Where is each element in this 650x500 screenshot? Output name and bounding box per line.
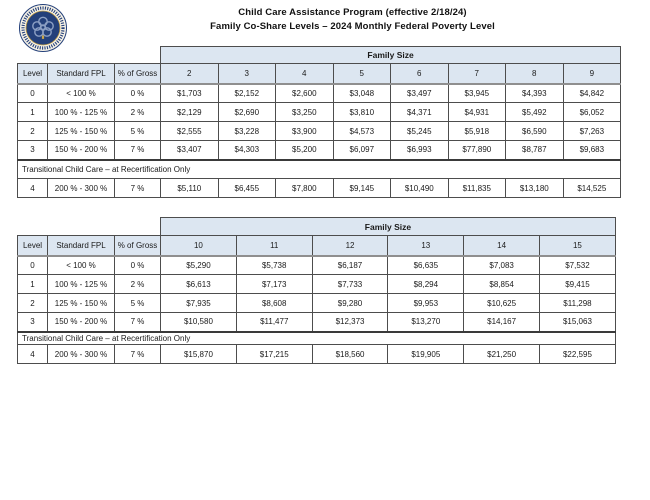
table-cell: $4,573	[333, 122, 391, 141]
column-header-row	[18, 64, 621, 84]
transitional-care-row	[18, 332, 616, 345]
table-cell: 0	[18, 256, 48, 275]
table-cell: 100 % - 125 %	[48, 103, 115, 122]
table-cell: 2	[18, 294, 48, 313]
table-body	[18, 218, 616, 364]
table-cell: 0 %	[115, 256, 161, 275]
table-cell: 0 %	[115, 84, 161, 103]
table-cell: 2	[18, 122, 48, 141]
table-cell: $5,290	[161, 256, 237, 275]
table-cell: 4	[18, 179, 48, 198]
table-cell: 2 %	[115, 103, 161, 122]
table-cell: $10,580	[161, 313, 237, 332]
table-cell: $9,683	[563, 141, 621, 160]
transitional-care-row	[18, 160, 621, 179]
table-cell: 150 % - 200 %	[48, 141, 115, 160]
table-cell: $6,993	[391, 141, 449, 160]
table-cell: $13,180	[506, 179, 564, 198]
table-cell: $14,525	[563, 179, 621, 198]
table-cell: $5,245	[391, 122, 449, 141]
table-cell: 7 %	[115, 345, 161, 364]
column-header: 2	[161, 64, 219, 84]
table-cell: $5,738	[236, 256, 312, 275]
table-cell: 100 % - 125 %	[48, 275, 115, 294]
family-size-header: Family Size	[161, 47, 621, 64]
table-cell: $7,935	[161, 294, 237, 313]
table-cell: $6,590	[506, 122, 564, 141]
table-cell: $19,905	[388, 345, 464, 364]
column-header: 12	[312, 236, 388, 256]
column-header: % of Gross	[115, 64, 161, 84]
table-cell: $11,477	[236, 313, 312, 332]
table-row	[18, 103, 621, 122]
column-header: Standard FPL	[48, 236, 115, 256]
column-header: 11	[236, 236, 312, 256]
table-cell: 125 % - 150 %	[48, 122, 115, 141]
table-cell: $3,497	[391, 84, 449, 103]
co-share-table-family-2-9	[17, 46, 621, 198]
column-header: 3	[218, 64, 276, 84]
table-cell: 0	[18, 84, 48, 103]
column-header-row	[18, 236, 616, 256]
table-cell: < 100 %	[48, 84, 115, 103]
column-header: 8	[506, 64, 564, 84]
table-cell: $5,918	[448, 122, 506, 141]
table-cell: $7,800	[276, 179, 334, 198]
table-top-spacer	[18, 47, 161, 64]
table-cell: 125 % - 150 %	[48, 294, 115, 313]
table-cell: 200 % - 300 %	[48, 179, 115, 198]
table-cell: < 100 %	[48, 256, 115, 275]
document-header	[0, 6, 650, 34]
table-cell: $10,490	[391, 179, 449, 198]
column-header: Level	[18, 236, 48, 256]
table-cell: $3,250	[276, 103, 334, 122]
table-cell: $7,173	[236, 275, 312, 294]
table-cell: $2,152	[218, 84, 276, 103]
table-cell: $11,298	[540, 294, 616, 313]
table-cell: $8,294	[388, 275, 464, 294]
table-cell: 1	[18, 103, 48, 122]
table-cell: $3,945	[448, 84, 506, 103]
table-cell: 1	[18, 275, 48, 294]
table-cell: $5,200	[276, 141, 334, 160]
table-row	[18, 275, 616, 294]
table-cell: 5 %	[115, 294, 161, 313]
table-row	[18, 313, 616, 332]
table-row	[18, 256, 616, 275]
column-header: 5	[333, 64, 391, 84]
table-cell: $5,110	[161, 179, 219, 198]
table-cell: $18,560	[312, 345, 388, 364]
table-body	[18, 47, 621, 198]
table-cell: 7 %	[115, 179, 161, 198]
table-cell: $7,083	[464, 256, 540, 275]
table-cell: $21,250	[464, 345, 540, 364]
table-row	[18, 294, 616, 313]
table-cell: $15,870	[161, 345, 237, 364]
table-cell: $3,407	[161, 141, 219, 160]
table-cell: 3	[18, 141, 48, 160]
table-row	[18, 141, 621, 160]
table-cell: $4,393	[506, 84, 564, 103]
table-cell: $8,608	[236, 294, 312, 313]
table-cell: $3,810	[333, 103, 391, 122]
table-cell: $22,595	[540, 345, 616, 364]
column-header: 9	[563, 64, 621, 84]
table-cell: 150 % - 200 %	[48, 313, 115, 332]
table-cell: $6,052	[563, 103, 621, 122]
table-cell: $13,270	[388, 313, 464, 332]
table-cell: $2,690	[218, 103, 276, 122]
table-cell: 7 %	[115, 313, 161, 332]
family-size-band	[18, 218, 616, 236]
table-cell: 2 %	[115, 275, 161, 294]
column-header: Level	[18, 64, 48, 84]
table-cell: $6,187	[312, 256, 388, 275]
table-cell: 7 %	[115, 141, 161, 160]
table-cell: $4,931	[448, 103, 506, 122]
table-cell: 200 % - 300 %	[48, 345, 115, 364]
column-header: 7	[448, 64, 506, 84]
table-cell: $4,303	[218, 141, 276, 160]
table-cell: $4,842	[563, 84, 621, 103]
table-cell: $9,145	[333, 179, 391, 198]
table-cell: $4,371	[391, 103, 449, 122]
column-header: 14	[464, 236, 540, 256]
table-top-spacer	[18, 218, 161, 236]
table-cell: $17,215	[236, 345, 312, 364]
table-cell: $7,263	[563, 122, 621, 141]
column-header: 10	[161, 236, 237, 256]
table-cell: $11,835	[448, 179, 506, 198]
transitional-care-label: Transitional Child Care – at Recertification Only	[18, 332, 616, 345]
table-cell: $8,854	[464, 275, 540, 294]
column-header: % of Gross	[115, 236, 161, 256]
table-cell: 3	[18, 313, 48, 332]
co-share-table-family-10-15	[17, 217, 616, 364]
table-cell: $2,129	[161, 103, 219, 122]
table-cell: $3,048	[333, 84, 391, 103]
table-cell: $6,097	[333, 141, 391, 160]
table-cell: $9,953	[388, 294, 464, 313]
table-cell: $8,787	[506, 141, 564, 160]
table-cell: $9,280	[312, 294, 388, 313]
table-cell: 5 %	[115, 122, 161, 141]
column-header: 6	[391, 64, 449, 84]
transitional-care-label: Transitional Child Care – at Recertification Only	[18, 160, 621, 179]
table-cell: $9,415	[540, 275, 616, 294]
table-row	[18, 122, 621, 141]
document-title: Child Care Assistance Program (effective 2/18/24)	[238, 7, 467, 18]
table-cell: $15,063	[540, 313, 616, 332]
table-cell: $7,532	[540, 256, 616, 275]
table-row	[18, 345, 616, 364]
document-subtitle: Family Co-Share Levels – 2024 Monthly Federal Poverty Level	[210, 21, 495, 32]
table-cell: $3,228	[218, 122, 276, 141]
table-cell: $2,555	[161, 122, 219, 141]
column-header: 13	[388, 236, 464, 256]
table-cell: 4	[18, 345, 48, 364]
table-cell: $10,625	[464, 294, 540, 313]
family-size-header: Family Size	[161, 218, 616, 236]
table-cell: $6,613	[161, 275, 237, 294]
column-header: 15	[540, 236, 616, 256]
family-size-band	[18, 47, 621, 64]
column-header: 4	[276, 64, 334, 84]
column-header: Standard FPL	[48, 64, 115, 84]
table-row	[18, 84, 621, 103]
table-cell: $77,890	[448, 141, 506, 160]
table-row	[18, 179, 621, 198]
table-cell: $3,900	[276, 122, 334, 141]
table-cell: $14,167	[464, 313, 540, 332]
table-cell: $7,733	[312, 275, 388, 294]
table-cell: $5,492	[506, 103, 564, 122]
table-cell: $6,455	[218, 179, 276, 198]
table-cell: $1,703	[161, 84, 219, 103]
table-cell: $6,635	[388, 256, 464, 275]
table-cell: $12,373	[312, 313, 388, 332]
table-cell: $2,600	[276, 84, 334, 103]
